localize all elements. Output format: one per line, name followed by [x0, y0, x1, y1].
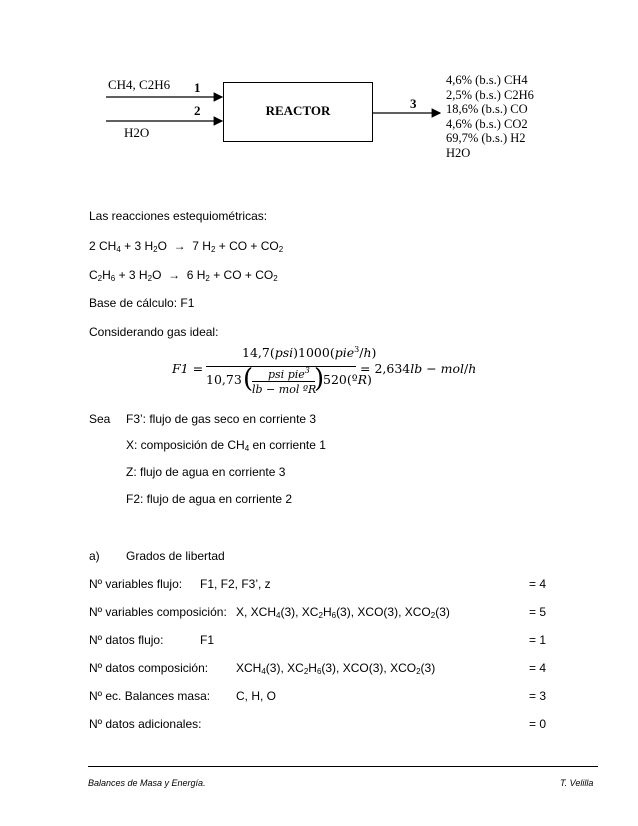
stream1-label: 1	[194, 80, 201, 95]
section-a-label: a)	[89, 549, 100, 563]
input2-label: H2O	[124, 125, 150, 140]
reaction-1: 2 $CH_4 + 3$ $H_2O \to 7$ $H_2$ + CO + $CO_2$	[89, 239, 284, 254]
dof-row-label: Nº variables flujo:	[89, 577, 183, 591]
base-calculo: Base de cálculo: F1	[89, 296, 195, 310]
inner-fraction-bar	[252, 381, 315, 382]
stream3-label: 3	[410, 96, 417, 111]
output-line: 2,5% (b.s.) C2H6	[446, 87, 534, 102]
equation-lhs: F1 =	[172, 361, 204, 376]
def-z: Z: flujo de agua en corriente 3	[126, 465, 286, 479]
dof-row-label: Nº datos flujo:	[89, 633, 164, 647]
output-line: 4,6% (b.s.) CH4	[446, 73, 528, 87]
dof-row-value: F1	[200, 633, 215, 647]
equation-result: = 2,634lb − mol/h	[360, 361, 477, 376]
output-line: H2O	[446, 145, 471, 160]
output-line: 4,6% (b.s.) CO2	[446, 116, 528, 131]
def-x: X: composición de $CH_4$ en corriente 1	[126, 438, 326, 453]
stream2-label: 2	[194, 103, 201, 118]
dof-row-label: Nº datos adicionales:	[89, 717, 202, 731]
dof-row-label: Nº datos composición:	[89, 661, 209, 675]
footer-right: T. Velilla	[560, 778, 594, 788]
reactions-heading: Las reacciones estequiométricas:	[89, 209, 268, 223]
output-line: 69,7% (b.s.) H2	[446, 131, 526, 145]
gas-ideal-label: Considerando gas ideal:	[89, 325, 219, 339]
reactor-label: REACTOR	[265, 103, 331, 118]
dof-row-value: X, $XCH_4(3)$, $XC_2H_6(3)$, XCO(3), $XCO_2(3)$	[236, 605, 450, 620]
dof-row-result: = 1	[529, 633, 547, 647]
inner-denominator: lb − mol ºR	[252, 383, 317, 396]
def-f3: F3’: flujo de gas seco en corriente 3	[126, 412, 317, 426]
paren-open: (	[243, 364, 254, 394]
reaction-2: $C_2H_6 + 3$ $H_2O \to 6$ $H_2$ + CO + $CO_2$	[89, 268, 278, 283]
dof-row-label: Nº ec. Balances masa:	[89, 689, 211, 703]
dof-row-label: Nº variables composición:	[89, 605, 227, 619]
dof-row-result: = 3	[529, 689, 547, 703]
dof-row-result: = 0	[529, 717, 547, 731]
equation-denominator-right: 520(ºR)	[323, 372, 372, 387]
input1-label: CH4, C2H6	[108, 77, 171, 92]
footer-divider	[88, 766, 598, 767]
sea-label: Sea	[89, 412, 111, 426]
dof-row-result: = 4	[529, 577, 547, 591]
dof-row-value: $XCH_4(3)$, $XC_2H_6(3)$, XCO(3), $XCO_2(3)$	[236, 661, 436, 676]
section-a-title: Grados de libertad	[126, 549, 225, 563]
dof-row-result: = 5	[529, 605, 547, 619]
equation-numerator: 14,7(psi)1000(pie$^3$/h)	[242, 345, 377, 360]
reactor-box	[223, 82, 373, 142]
dof-row-result: = 4	[529, 661, 547, 675]
inner-numerator: psi pie$^3$	[268, 366, 310, 381]
dof-row-value: F1, F2, F3’, z	[200, 577, 271, 591]
footer-left: Balances de Masa y Energía.	[88, 778, 206, 788]
output-composition	[446, 73, 534, 160]
dof-row-value: C, H, O	[236, 689, 277, 703]
output-line: 18,6% (b.s.) CO	[446, 102, 528, 116]
def-f2: F2: flujo de agua en corriente 2	[126, 492, 293, 506]
paren-close: )	[314, 364, 325, 394]
equation-denominator-left: 10,73	[206, 372, 242, 387]
